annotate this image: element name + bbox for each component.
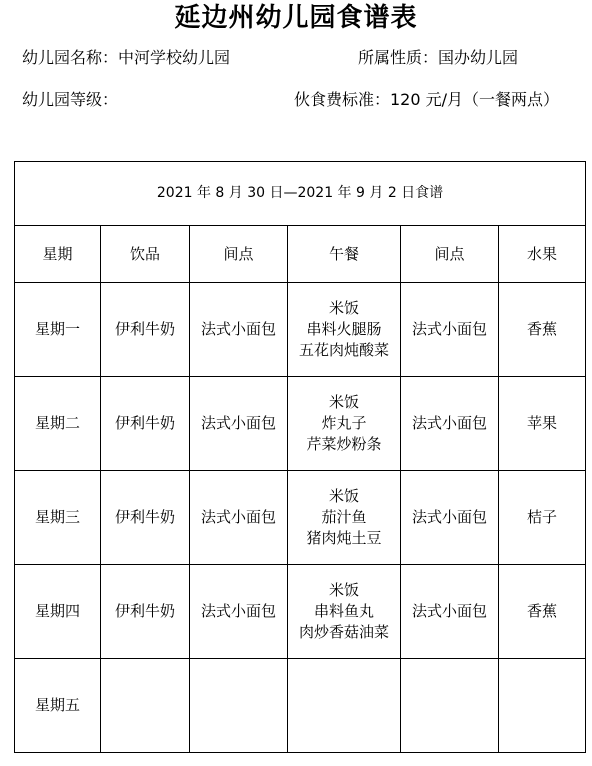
lunch-item: 米饭 [328,581,359,599]
table-row [15,659,586,753]
lunch-item: 米饭 [328,487,359,505]
lunch-cell [288,283,401,377]
lunch-item: 串料火腿肠 [306,320,382,338]
lunch-cell [288,565,401,659]
header-row [15,226,586,283]
header-snack-2: 间点 [401,226,499,283]
lunch-item: 芹菜炒粉条 [306,435,382,453]
snack-cell: 法式小面包 [401,377,499,471]
lunch-cell [288,377,401,471]
lunch-item: 茄汁鱼 [321,508,367,526]
drink-cell: 伊利牛奶 [101,283,190,377]
snack-cell [401,659,499,753]
snack-cell: 法式小面包 [401,471,499,565]
fruit-cell: 桔子 [499,471,586,565]
header-snack-1: 间点 [190,226,288,283]
lunch-item: 五花肉炖酸菜 [298,341,389,359]
fruit-cell: 苹果 [499,377,586,471]
kindergarten-name: 幼儿园名称：中河学校幼儿园 [22,48,231,67]
lunch-item: 米饭 [328,299,359,317]
snack-cell: 法式小面包 [190,283,288,377]
kindergarten-nature: 所属性质：国办幼儿园 [358,48,519,67]
fruit-cell: 香蕉 [499,283,586,377]
caption-row [15,162,586,226]
day-cell: 星期三 [15,471,101,565]
day-cell: 星期二 [15,377,101,471]
table-row [15,565,586,659]
lunch-cell [288,659,401,753]
drink-cell [101,659,190,753]
snack-cell: 法式小面包 [190,377,288,471]
lunch-item: 肉炒香菇油菜 [298,623,389,641]
header-lunch: 午餐 [288,226,401,283]
menu-date-range: 2021 年 8 月 30 日—2021 年 9 月 2 日食谱 [15,162,586,226]
menu-table [14,161,586,753]
lunch-item: 米饭 [328,393,359,411]
drink-cell: 伊利牛奶 [101,377,190,471]
snack-cell: 法式小面包 [401,565,499,659]
snack-cell: 法式小面包 [190,565,288,659]
page-title: 延边州幼儿园食谱表 [174,3,418,33]
kindergarten-grade: 幼儿园等级： [22,90,119,109]
day-cell: 星期一 [15,283,101,377]
snack-cell [190,659,288,753]
header-drink: 饮品 [101,226,190,283]
day-cell: 星期五 [15,659,101,753]
fruit-cell: 香蕉 [499,565,586,659]
lunch-item: 猪肉炖土豆 [306,529,382,547]
snack-cell: 法式小面包 [401,283,499,377]
drink-cell: 伊利牛奶 [101,471,190,565]
table-row [15,283,586,377]
drink-cell: 伊利牛奶 [101,565,190,659]
header-day: 星期 [15,226,101,283]
lunch-cell [288,471,401,565]
lunch-item: 串料鱼丸 [313,602,374,620]
table-row [15,471,586,565]
day-cell: 星期四 [15,565,101,659]
fruit-cell [499,659,586,753]
snack-cell: 法式小面包 [190,471,288,565]
header-fruit: 水果 [499,226,586,283]
meal-fee-standard: 伙食费标准：120 元/月（一餐两点） [294,90,560,109]
table-row [15,377,586,471]
lunch-item: 炸丸子 [321,414,367,432]
